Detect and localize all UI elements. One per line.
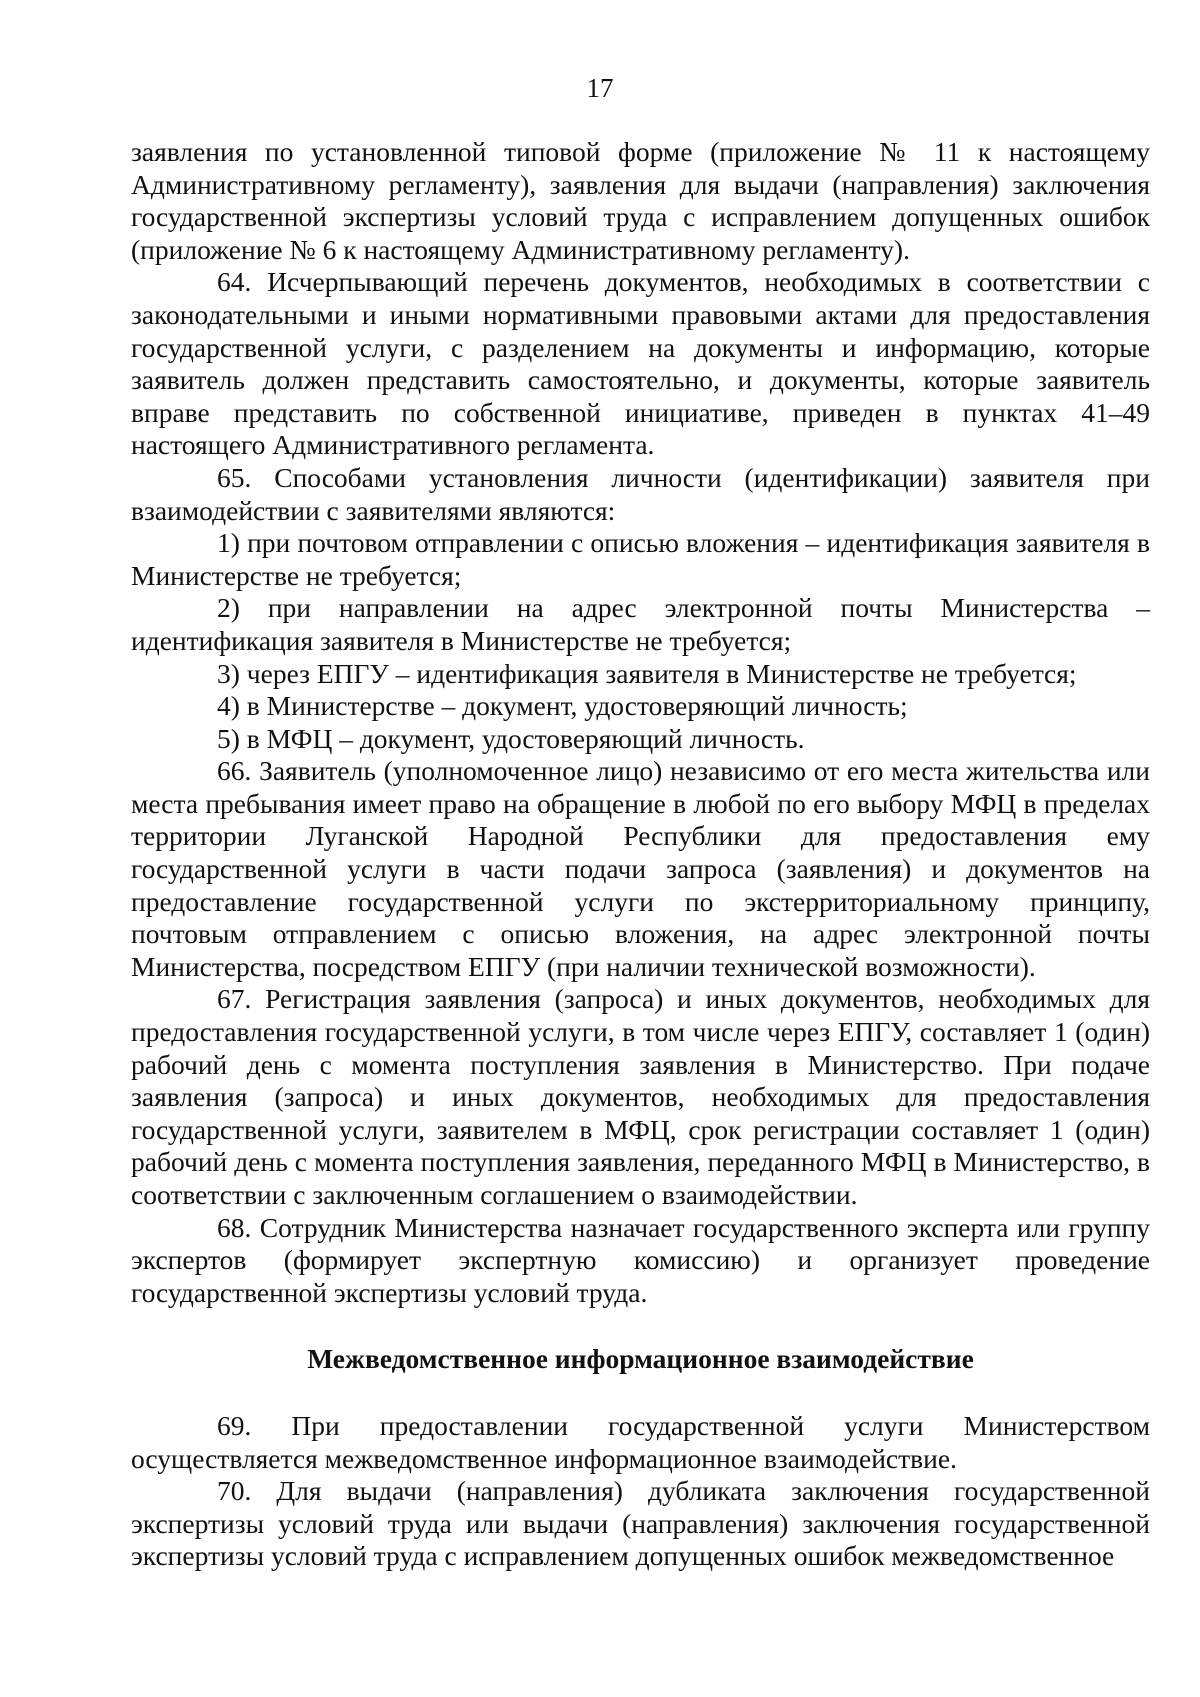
paragraph-66: 66. Заявитель (уполномоченное лицо) независимо от его места жительства или места пребывания имеет право на обращение в любой по его выбору МФЦ в пределах территории Луганской Народной Республики для предоставления ему государственной услуги в части подачи запроса (заявления) и документов на предоставление государственной услуги по экстерриториальному принципу, почтовым отправлением с описью вложения, на адрес электронной почты Министерства, посредством ЕПГУ (при наличии технической возможности). bbox=[131, 755, 1150, 982]
list-item-2: 2) при направлении на адрес электронной почты Министерства – идентификация заявителя в Министерстве не требуется; bbox=[131, 592, 1150, 656]
paragraph-69: 69. При предоставлении государственной услуги Министерством осуществляется межведомственное информационное взаимодействие. bbox=[131, 1409, 1150, 1474]
paragraph-64: 64. Исчерпывающий перечень документов, необходимых в соответствии с законодательными и иными нормативными правовыми актами для предоставления государственной услуги, с разделением на документы и информацию, которые заявитель должен представить самостоятельно, и документы, которые заявитель вправе представить по собственной инициативе, приведен в пунктах 41–49 настоящего Административного регламента. bbox=[131, 266, 1150, 461]
paragraph-67: 67. Регистрация заявления (запроса) и иных документов, необходимых для предоставления государственной услуги, в том числе через ЕПГУ, составляет 1 (один) рабочий день с момента поступления заявления в Министерство. При подаче заявления (запроса) и иных документов, необходимых для предоставления государственной услуги, заявителем в МФЦ, срок регистрации составляет 1 (один) рабочий день с момента поступления заявления, переданного МФЦ в Министерство, в соответствии с заключенным соглашением о взаимодействии. bbox=[131, 983, 1150, 1210]
list-item-5: 5) в МФЦ – документ, удостоверяющий личность. bbox=[217, 722, 805, 754]
paragraph-65: 65. Способами установления личности (идентификации) заявителя при взаимодействии с заявителями являются: bbox=[131, 461, 1150, 526]
list-item-1: 1) при почтовом отправлении с описью вложения – идентификация заявителя в Министерстве не требуется; bbox=[131, 527, 1150, 591]
page-number: 17 bbox=[586, 73, 614, 103]
list-item-3: 3) через ЕПГУ – идентификация заявителя в Министерстве не требуется; bbox=[217, 657, 1077, 689]
paragraph-continuation: заявления по установленной типовой форме (приложение № 11 к настоящему Административному регламенту), заявления для выдачи (направления) заключения государственной экспертизы условий труда с исправлением допущенных ошибок (приложение № 6 к настоящему Административному регламенту). bbox=[131, 136, 1150, 265]
document-body bbox=[131, 136, 1150, 1573]
list-item-4: 4) в Министерстве – документ, удостоверяющий личность; bbox=[217, 690, 908, 722]
section-heading: Межведомственное информационное взаимодействие bbox=[307, 1343, 974, 1375]
paragraph-68: 68. Сотрудник Министерства назначает государственного эксперта или группу экспертов (формирует экспертную комиссию) и организует проведение государственной экспертизы условий труда. bbox=[131, 1211, 1150, 1308]
paragraph-70: 70. Для выдачи (направления) дубликата заключения государственной экспертизы условий труда или выдачи (направления) заключения государственной экспертизы условий труда с исправлением допущенных ошибок межведомственное bbox=[131, 1475, 1150, 1572]
